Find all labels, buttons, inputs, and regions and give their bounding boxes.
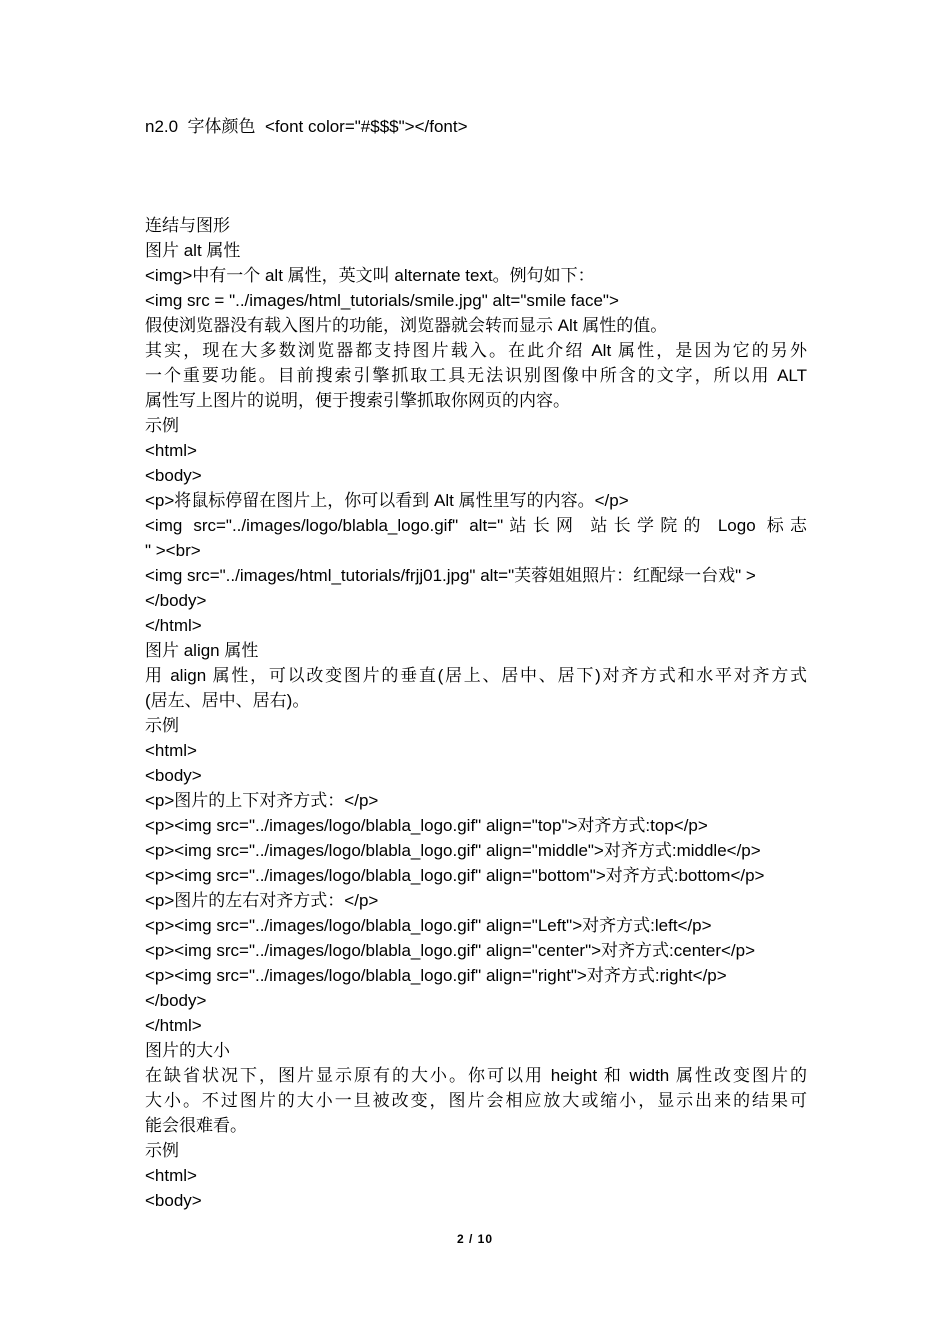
text-line: 用 align 属性，可以改变图片的垂直(居上、居中、居下)对齐方式和水平对齐方式	[145, 666, 807, 685]
text-line: 一个重要功能。目前搜索引擎抓取工具无法识别图像中所含的文字，所以用 ALT	[145, 366, 807, 385]
text-line: 示例	[145, 716, 179, 735]
text-line: 示例	[145, 1141, 179, 1160]
text-line: 图片的大小	[145, 1041, 230, 1060]
text-line: <p>图片的左右对齐方式：</p>	[145, 891, 379, 910]
document-body	[145, 213, 807, 1213]
text-line: <img src="../images/html_tutorials/frjj01.jpg" alt="芙蓉姐姐照片：红配绿一台戏" >	[145, 566, 756, 585]
text-line: <p><img src="../images/logo/blabla_logo.gif" align="top">对齐方式:top</p>	[145, 816, 708, 835]
section-title: n2.0 字体颜色 <font color="#$$$"></font>	[145, 117, 468, 136]
text-line: 图片 align 属性	[145, 641, 259, 660]
text-line: <p>将鼠标停留在图片上，你可以看到 Alt 属性里写的内容。</p>	[145, 491, 629, 510]
text-line: <p><img src="../images/logo/blabla_logo.gif" align="Left">对齐方式:left</p>	[145, 916, 712, 935]
text-line: " ><br>	[145, 541, 201, 560]
text-line: 示例	[145, 416, 179, 435]
text-line: 图片 alt 属性	[145, 241, 241, 260]
text-line: </body>	[145, 991, 207, 1010]
text-line: 能会很难看。	[145, 1116, 247, 1135]
text-line: <p><img src="../images/logo/blabla_logo.gif" align="right">对齐方式:right</p>	[145, 966, 727, 985]
text-line: (居左、居中、居右)。	[145, 691, 310, 710]
text-line: <p><img src="../images/logo/blabla_logo.gif" align="center">对齐方式:center</p>	[145, 941, 756, 960]
text-line: <p>图片的上下对齐方式：</p>	[145, 791, 379, 810]
text-line: <html>	[145, 1166, 197, 1185]
text-line: 在缺省状况下，图片显示原有的大小。你可以用 height 和 width 属性改变图片的	[145, 1066, 807, 1085]
text-line: <img src = "../images/html_tutorials/smile.jpg" alt="smile face">	[145, 291, 619, 310]
text-line: 大小。不过图片的大小一旦被改变，图片会相应放大或缩小，显示出来的结果可	[145, 1091, 807, 1110]
text-line: <body>	[145, 766, 202, 785]
text-line: </html>	[145, 616, 202, 635]
text-line: <html>	[145, 441, 197, 460]
text-line: </body>	[145, 591, 207, 610]
text-line: <body>	[145, 1191, 202, 1210]
text-line: <p><img src="../images/logo/blabla_logo.gif" align="middle">对齐方式:middle</p>	[145, 841, 761, 860]
text-line: <img src="../images/logo/blabla_logo.gif" alt="站长网 站长学院的 Logo 标志	[145, 516, 807, 535]
text-line: 假使浏览器没有载入图片的功能，浏览器就会转而显示 Alt 属性的值。	[145, 316, 668, 335]
text-line: <body>	[145, 466, 202, 485]
text-line: <img>中有一个 alt 属性，英文叫 alternate text。例句如下：	[145, 266, 595, 285]
page-number: 2 / 10	[456, 1232, 494, 1246]
text-line: 属性写上图片的说明，便于搜索引擎抓取你网页的内容。	[145, 391, 570, 410]
text-line: 其实，现在大多数浏览器都支持图片载入。在此介绍 Alt 属性，是因为它的另外	[145, 341, 807, 360]
text-line: </html>	[145, 1016, 202, 1035]
text-line: <html>	[145, 741, 197, 760]
text-line: 连结与图形	[145, 216, 230, 235]
text-line: <p><img src="../images/logo/blabla_logo.gif" align="bottom">对齐方式:bottom</p>	[145, 866, 765, 885]
